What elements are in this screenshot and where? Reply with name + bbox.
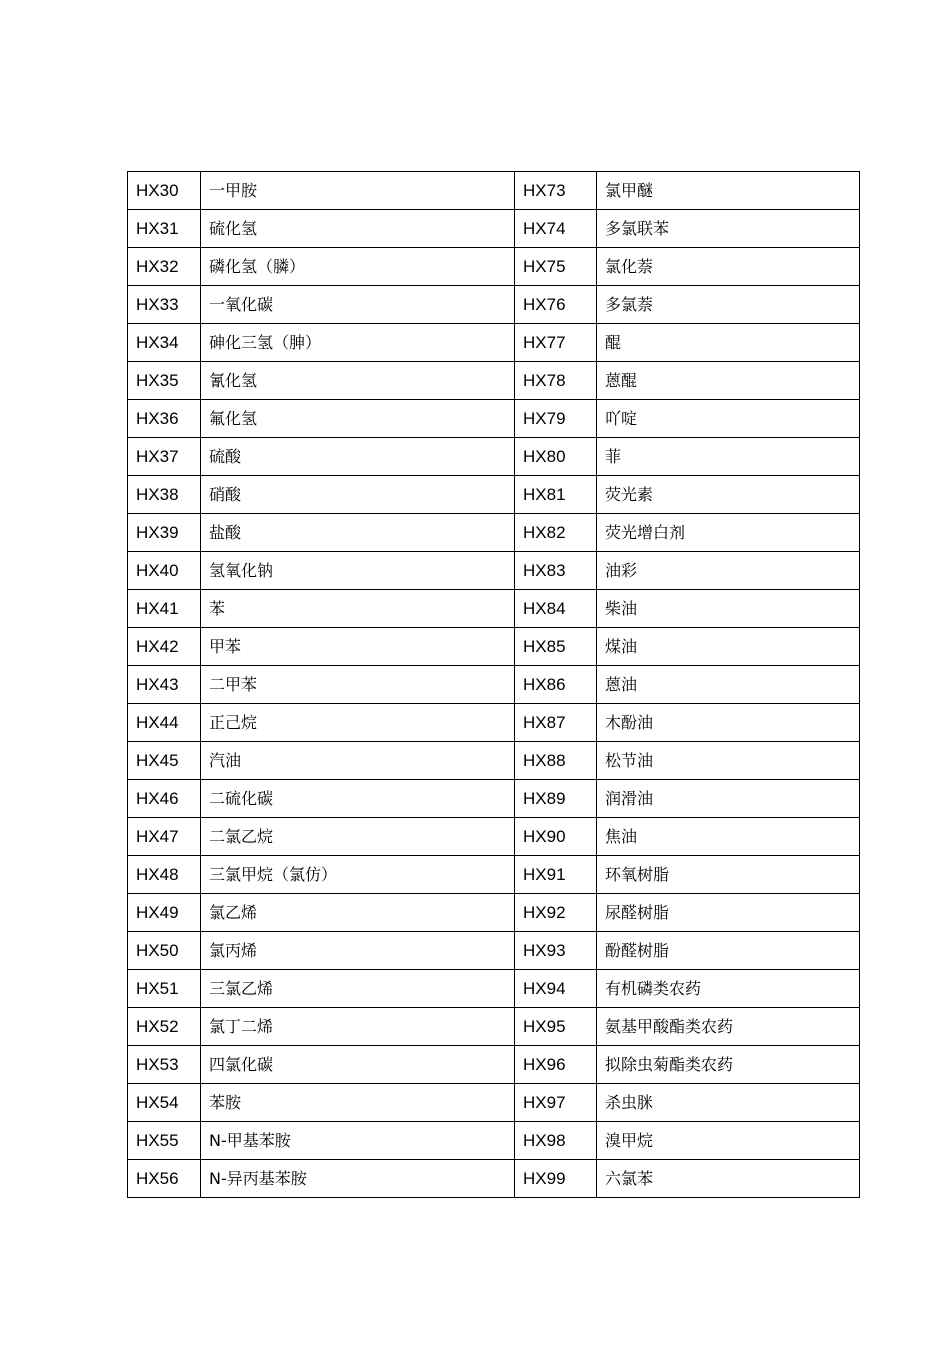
table-row <box>128 780 860 818</box>
code-cell: HX87 <box>515 704 597 742</box>
name-cell: 硝酸 <box>201 476 515 514</box>
name-cell: 荧光素 <box>597 476 860 514</box>
name-cell: 磷化氢（膦） <box>201 248 515 286</box>
code-cell: HX74 <box>515 210 597 248</box>
code-cell: HX79 <box>515 400 597 438</box>
name-cell: 木酚油 <box>597 704 860 742</box>
table-row <box>128 552 860 590</box>
code-cell: HX49 <box>128 894 201 932</box>
name-cell: 三氯甲烷（氯仿） <box>201 856 515 894</box>
name-cell: 醌 <box>597 324 860 362</box>
code-cell: HX75 <box>515 248 597 286</box>
table-row <box>128 894 860 932</box>
chemical-code-table-body <box>128 172 860 1198</box>
code-cell: HX46 <box>128 780 201 818</box>
table-row <box>128 286 860 324</box>
code-cell: HX39 <box>128 514 201 552</box>
table-row <box>128 856 860 894</box>
table-row <box>128 970 860 1008</box>
name-cell: 硫酸 <box>201 438 515 476</box>
table-row <box>128 438 860 476</box>
code-cell: HX45 <box>128 742 201 780</box>
name-cell: 松节油 <box>597 742 860 780</box>
name-cell: 焦油 <box>597 818 860 856</box>
code-cell: HX33 <box>128 286 201 324</box>
table-row <box>128 666 860 704</box>
code-cell: HX30 <box>128 172 201 210</box>
code-cell: HX91 <box>515 856 597 894</box>
name-cell: 盐酸 <box>201 514 515 552</box>
code-cell: HX34 <box>128 324 201 362</box>
name-cell: 环氧树脂 <box>597 856 860 894</box>
name-cell: 拟除虫菊酯类农药 <box>597 1046 860 1084</box>
name-cell: 四氯化碳 <box>201 1046 515 1084</box>
name-cell: 润滑油 <box>597 780 860 818</box>
code-cell: HX94 <box>515 970 597 1008</box>
table-row <box>128 1160 860 1198</box>
table-row <box>128 932 860 970</box>
name-cell: 苯 <box>201 590 515 628</box>
name-cell: 甲苯 <box>201 628 515 666</box>
table-row <box>128 1008 860 1046</box>
code-cell: HX35 <box>128 362 201 400</box>
code-cell: HX83 <box>515 552 597 590</box>
code-cell: HX48 <box>128 856 201 894</box>
name-cell: 苯胺 <box>201 1084 515 1122</box>
name-cell: 酚醛树脂 <box>597 932 860 970</box>
name-cell: 荧光增白剂 <box>597 514 860 552</box>
code-cell: HX98 <box>515 1122 597 1160</box>
name-cell: 菲 <box>597 438 860 476</box>
name-cell: 氯化萘 <box>597 248 860 286</box>
code-cell: HX80 <box>515 438 597 476</box>
name-cell: N-甲基苯胺 <box>201 1122 515 1160</box>
code-cell: HX92 <box>515 894 597 932</box>
code-cell: HX32 <box>128 248 201 286</box>
name-cell: 氯乙烯 <box>201 894 515 932</box>
table-row <box>128 1084 860 1122</box>
table-row <box>128 400 860 438</box>
table-row <box>128 704 860 742</box>
code-cell: HX38 <box>128 476 201 514</box>
table-row <box>128 818 860 856</box>
table-row <box>128 476 860 514</box>
code-cell: HX41 <box>128 590 201 628</box>
code-cell: HX88 <box>515 742 597 780</box>
code-cell: HX82 <box>515 514 597 552</box>
code-cell: HX89 <box>515 780 597 818</box>
code-cell: HX90 <box>515 818 597 856</box>
code-cell: HX96 <box>515 1046 597 1084</box>
name-cell: 蒽油 <box>597 666 860 704</box>
name-cell: 煤油 <box>597 628 860 666</box>
name-cell: 硫化氢 <box>201 210 515 248</box>
code-cell: HX54 <box>128 1084 201 1122</box>
table-row <box>128 1046 860 1084</box>
table-row <box>128 590 860 628</box>
code-cell: HX95 <box>515 1008 597 1046</box>
code-cell: HX84 <box>515 590 597 628</box>
name-cell: 吖啶 <box>597 400 860 438</box>
code-cell: HX47 <box>128 818 201 856</box>
name-cell: 氨基甲酸酯类农药 <box>597 1008 860 1046</box>
name-cell: 蒽醌 <box>597 362 860 400</box>
table-row <box>128 628 860 666</box>
chemical-code-table <box>127 171 860 1198</box>
name-cell: 柴油 <box>597 590 860 628</box>
name-cell: 二甲苯 <box>201 666 515 704</box>
table-row <box>128 362 860 400</box>
name-cell: 氯丙烯 <box>201 932 515 970</box>
table-row <box>128 514 860 552</box>
code-cell: HX86 <box>515 666 597 704</box>
name-cell: 多氯萘 <box>597 286 860 324</box>
table-row <box>128 324 860 362</box>
code-cell: HX44 <box>128 704 201 742</box>
name-cell: 一甲胺 <box>201 172 515 210</box>
table-row <box>128 210 860 248</box>
name-cell: 氰化氢 <box>201 362 515 400</box>
name-cell: 氢氧化钠 <box>201 552 515 590</box>
name-cell: 三氯乙烯 <box>201 970 515 1008</box>
code-cell: HX85 <box>515 628 597 666</box>
code-cell: HX56 <box>128 1160 201 1198</box>
table-row <box>128 248 860 286</box>
name-cell: 二氯乙烷 <box>201 818 515 856</box>
code-cell: HX78 <box>515 362 597 400</box>
code-cell: HX81 <box>515 476 597 514</box>
name-cell: N-异丙基苯胺 <box>201 1160 515 1198</box>
code-cell: HX40 <box>128 552 201 590</box>
table-row <box>128 172 860 210</box>
name-cell: 一氧化碳 <box>201 286 515 324</box>
code-cell: HX50 <box>128 932 201 970</box>
name-cell: 汽油 <box>201 742 515 780</box>
name-cell: 溴甲烷 <box>597 1122 860 1160</box>
code-cell: HX36 <box>128 400 201 438</box>
code-cell: HX31 <box>128 210 201 248</box>
name-cell: 二硫化碳 <box>201 780 515 818</box>
name-cell: 氯甲醚 <box>597 172 860 210</box>
code-cell: HX77 <box>515 324 597 362</box>
code-cell: HX55 <box>128 1122 201 1160</box>
code-cell: HX37 <box>128 438 201 476</box>
code-cell: HX51 <box>128 970 201 1008</box>
code-cell: HX43 <box>128 666 201 704</box>
name-cell: 砷化三氢（胂） <box>201 324 515 362</box>
code-cell: HX99 <box>515 1160 597 1198</box>
name-cell: 尿醛树脂 <box>597 894 860 932</box>
name-cell: 杀虫脒 <box>597 1084 860 1122</box>
code-cell: HX93 <box>515 932 597 970</box>
code-cell: HX73 <box>515 172 597 210</box>
table-row <box>128 1122 860 1160</box>
code-cell: HX52 <box>128 1008 201 1046</box>
name-cell: 有机磷类农药 <box>597 970 860 1008</box>
code-cell: HX97 <box>515 1084 597 1122</box>
code-cell: HX76 <box>515 286 597 324</box>
table-row <box>128 742 860 780</box>
name-cell: 六氯苯 <box>597 1160 860 1198</box>
code-cell: HX53 <box>128 1046 201 1084</box>
name-cell: 氯丁二烯 <box>201 1008 515 1046</box>
name-cell: 氟化氢 <box>201 400 515 438</box>
name-cell: 多氯联苯 <box>597 210 860 248</box>
name-cell: 正己烷 <box>201 704 515 742</box>
name-cell: 油彩 <box>597 552 860 590</box>
code-cell: HX42 <box>128 628 201 666</box>
